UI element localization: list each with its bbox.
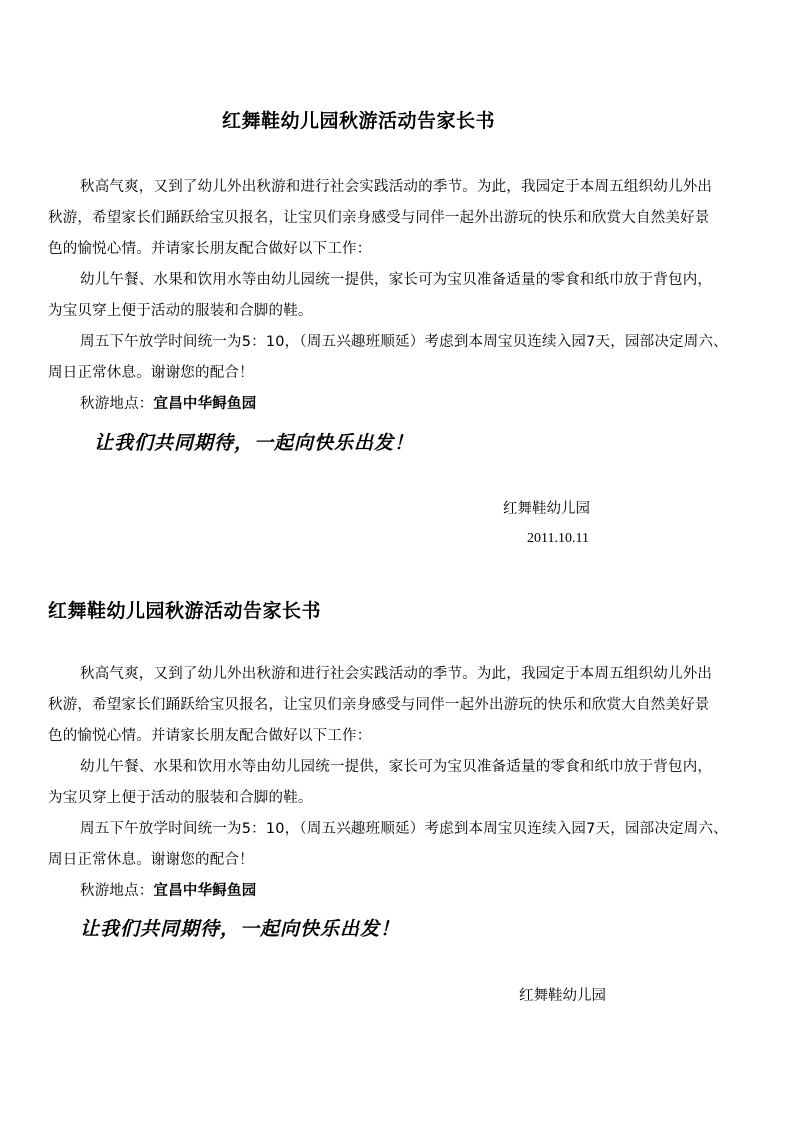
slogan: 让我们共同期待，一起向快乐出发！ (94, 432, 415, 454)
paragraph-line: 周五下午放学时间统一为5：10，（周五兴趣班顺延）考虑到本周宝贝连续入园7天，园部决定周六、 (80, 334, 728, 350)
date: 2011.10.11 (527, 531, 589, 546)
location-value: 宜昌中华鲟鱼园 (153, 396, 257, 412)
paragraph-line: 秋高气爽，又到了幼儿外出秋游和进行社会实践活动的季节。为此，我园定于本周五组织幼儿外出 (80, 179, 713, 195)
paragraph-line: 周五下午放学时间统一为5：10，（周五兴趣班顺延）考虑到本周宝贝连续入园7天，园部决定周六、 (80, 821, 728, 837)
location-label: 秋游地点： (80, 396, 154, 412)
paragraph-line: 色的愉悦心情。并请家长朋友配合做好以下工作： (48, 728, 372, 744)
paragraph-line: 幼儿午餐、水果和饮用水等由幼儿园统一提供，家长可为宝贝准备适量的零食和纸巾放于背包内， (80, 759, 713, 775)
paragraph-line: 秋游，希望家长们踊跃给宝贝报名，让宝贝们亲身感受与同伴一起外出游玩的快乐和欣赏大自然美好景 (48, 697, 710, 713)
paragraph-line: 秋高气爽，又到了幼儿外出秋游和进行社会实践活动的季节。为此，我园定于本周五组织幼儿外出 (80, 666, 713, 682)
paragraph-line: 为宝贝穿上便于活动的服装和合脚的鞋。 (48, 303, 313, 319)
location-value: 宜昌中华鲟鱼园 (153, 883, 257, 899)
page-title: 红舞鞋幼儿园秋游活动告家长书 (222, 110, 496, 132)
paragraph-line: 周日正常休息。谢谢您的配合！ (48, 365, 254, 381)
slogan: 让我们共同期待，一起向快乐出发！ (80, 918, 401, 940)
location-line (80, 392, 256, 413)
location-label: 秋游地点： (80, 883, 154, 899)
signature: 红舞鞋幼儿园 (519, 988, 606, 1004)
paragraph-line: 周日正常休息。谢谢您的配合！ (48, 852, 254, 868)
page-title: 红舞鞋幼儿园秋游活动告家长书 (48, 600, 322, 622)
signature: 红舞鞋幼儿园 (503, 501, 590, 517)
location-line (80, 879, 256, 900)
paragraph-line: 秋游，希望家长们踊跃给宝贝报名，让宝贝们亲身感受与同伴一起外出游玩的快乐和欣赏大自然美好景 (48, 210, 710, 226)
paragraph-line: 色的愉悦心情。并请家长朋友配合做好以下工作： (48, 241, 372, 257)
paragraph-line: 幼儿午餐、水果和饮用水等由幼儿园统一提供，家长可为宝贝准备适量的零食和纸巾放于背包内， (80, 272, 713, 288)
paragraph-line: 为宝贝穿上便于活动的服装和合脚的鞋。 (48, 790, 313, 806)
